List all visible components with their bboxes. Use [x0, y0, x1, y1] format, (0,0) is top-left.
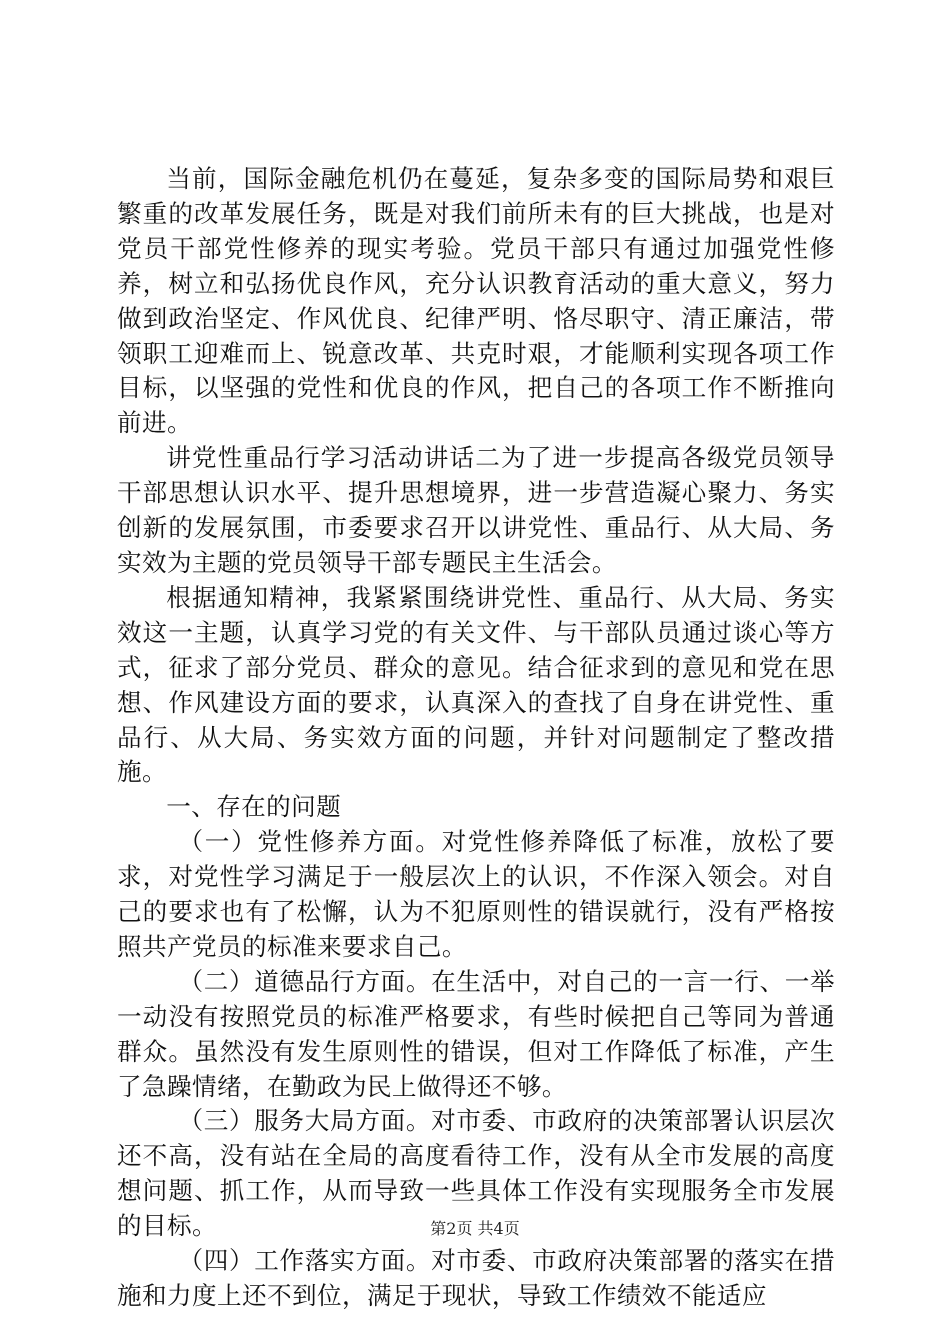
paragraph-moral-conduct: （二）道德品行方面。在生活中，对自己的一言一行、一举一动没有按照党员的标准严格要求，有些时候把自己等同为普通群众。虽然没有发生原则性的错误，但对工作降低了标准，产生了急躁情绪，在勤政为民上做得还不够。 [117, 966, 835, 1101]
document-body [117, 162, 835, 1314]
paragraph-speech-two: 讲党性重品行学习活动讲话二为了进一步提高各级党员领导干部思想认识水平、提升思想境界，进一步营造凝心聚力、务实创新的发展氛围，市委要求召开以讲党性、重品行、从大局、务实效为主题的党员领导干部专题民主生活会。 [117, 443, 835, 577]
paragraph-intro: 当前，国际金融危机仍在蔓延，复杂多变的国际局势和艰巨繁重的改革发展任务，既是对我们前所未有的巨大挑战，也是对党员干部党性修养的现实考验。党员干部只有通过加强党性修养，树立和弘扬优良作风，充分认识教育活动的重大意义，努力做到政治坚定、作风优良、纪律严明、恪尽职守、清正廉洁，带领职工迎难而上、锐意改革、共克时艰，才能顺利实现各项工作目标，以坚强的党性和优良的作风，把自己的各项工作不断推向前进。 [117, 164, 835, 438]
paragraph-party-cultivation: （一）党性修养方面。对党性修养降低了标准，放松了要求，对党性学习满足于一般层次上的认识，不作深入领会。对自己的要求也有了松懈，认为不犯原则性的错误就行，没有严格按照共产党员的标准来要求自己。 [117, 827, 835, 961]
page-number-footer: 第2页 共4页 [430, 1219, 520, 1238]
section-heading-problems: 一、存在的问题 [166, 792, 342, 822]
paragraph-notice: 根据通知精神，我紧紧围绕讲党性、重品行、从大局、务实效这一主题，认真学习党的有关文件、与干部队员通过谈心等方式，征求了部分党员、群众的意见。结合征求到的意见和党在思想、作风建设方面的要求，认真深入的查找了自身在讲党性、重品行、从大局、务实效方面的问题，并针对问题制定了整改措施。 [117, 582, 835, 787]
paragraph-overall-service: （三）服务大局方面。对市委、市政府的决策部署认识层次还不高，没有站在全局的高度看待工作，没有从全市发展的高度想问题、抓工作，从而导致一些具体工作没有实现服务全市发展的目标。 [117, 1106, 835, 1241]
paragraph-work-implementation: （四）工作落实方面。对市委、市政府决策部署的落实在措施和力度上还不到位，满足于现状，导致工作绩效不能适应 [117, 1246, 835, 1310]
